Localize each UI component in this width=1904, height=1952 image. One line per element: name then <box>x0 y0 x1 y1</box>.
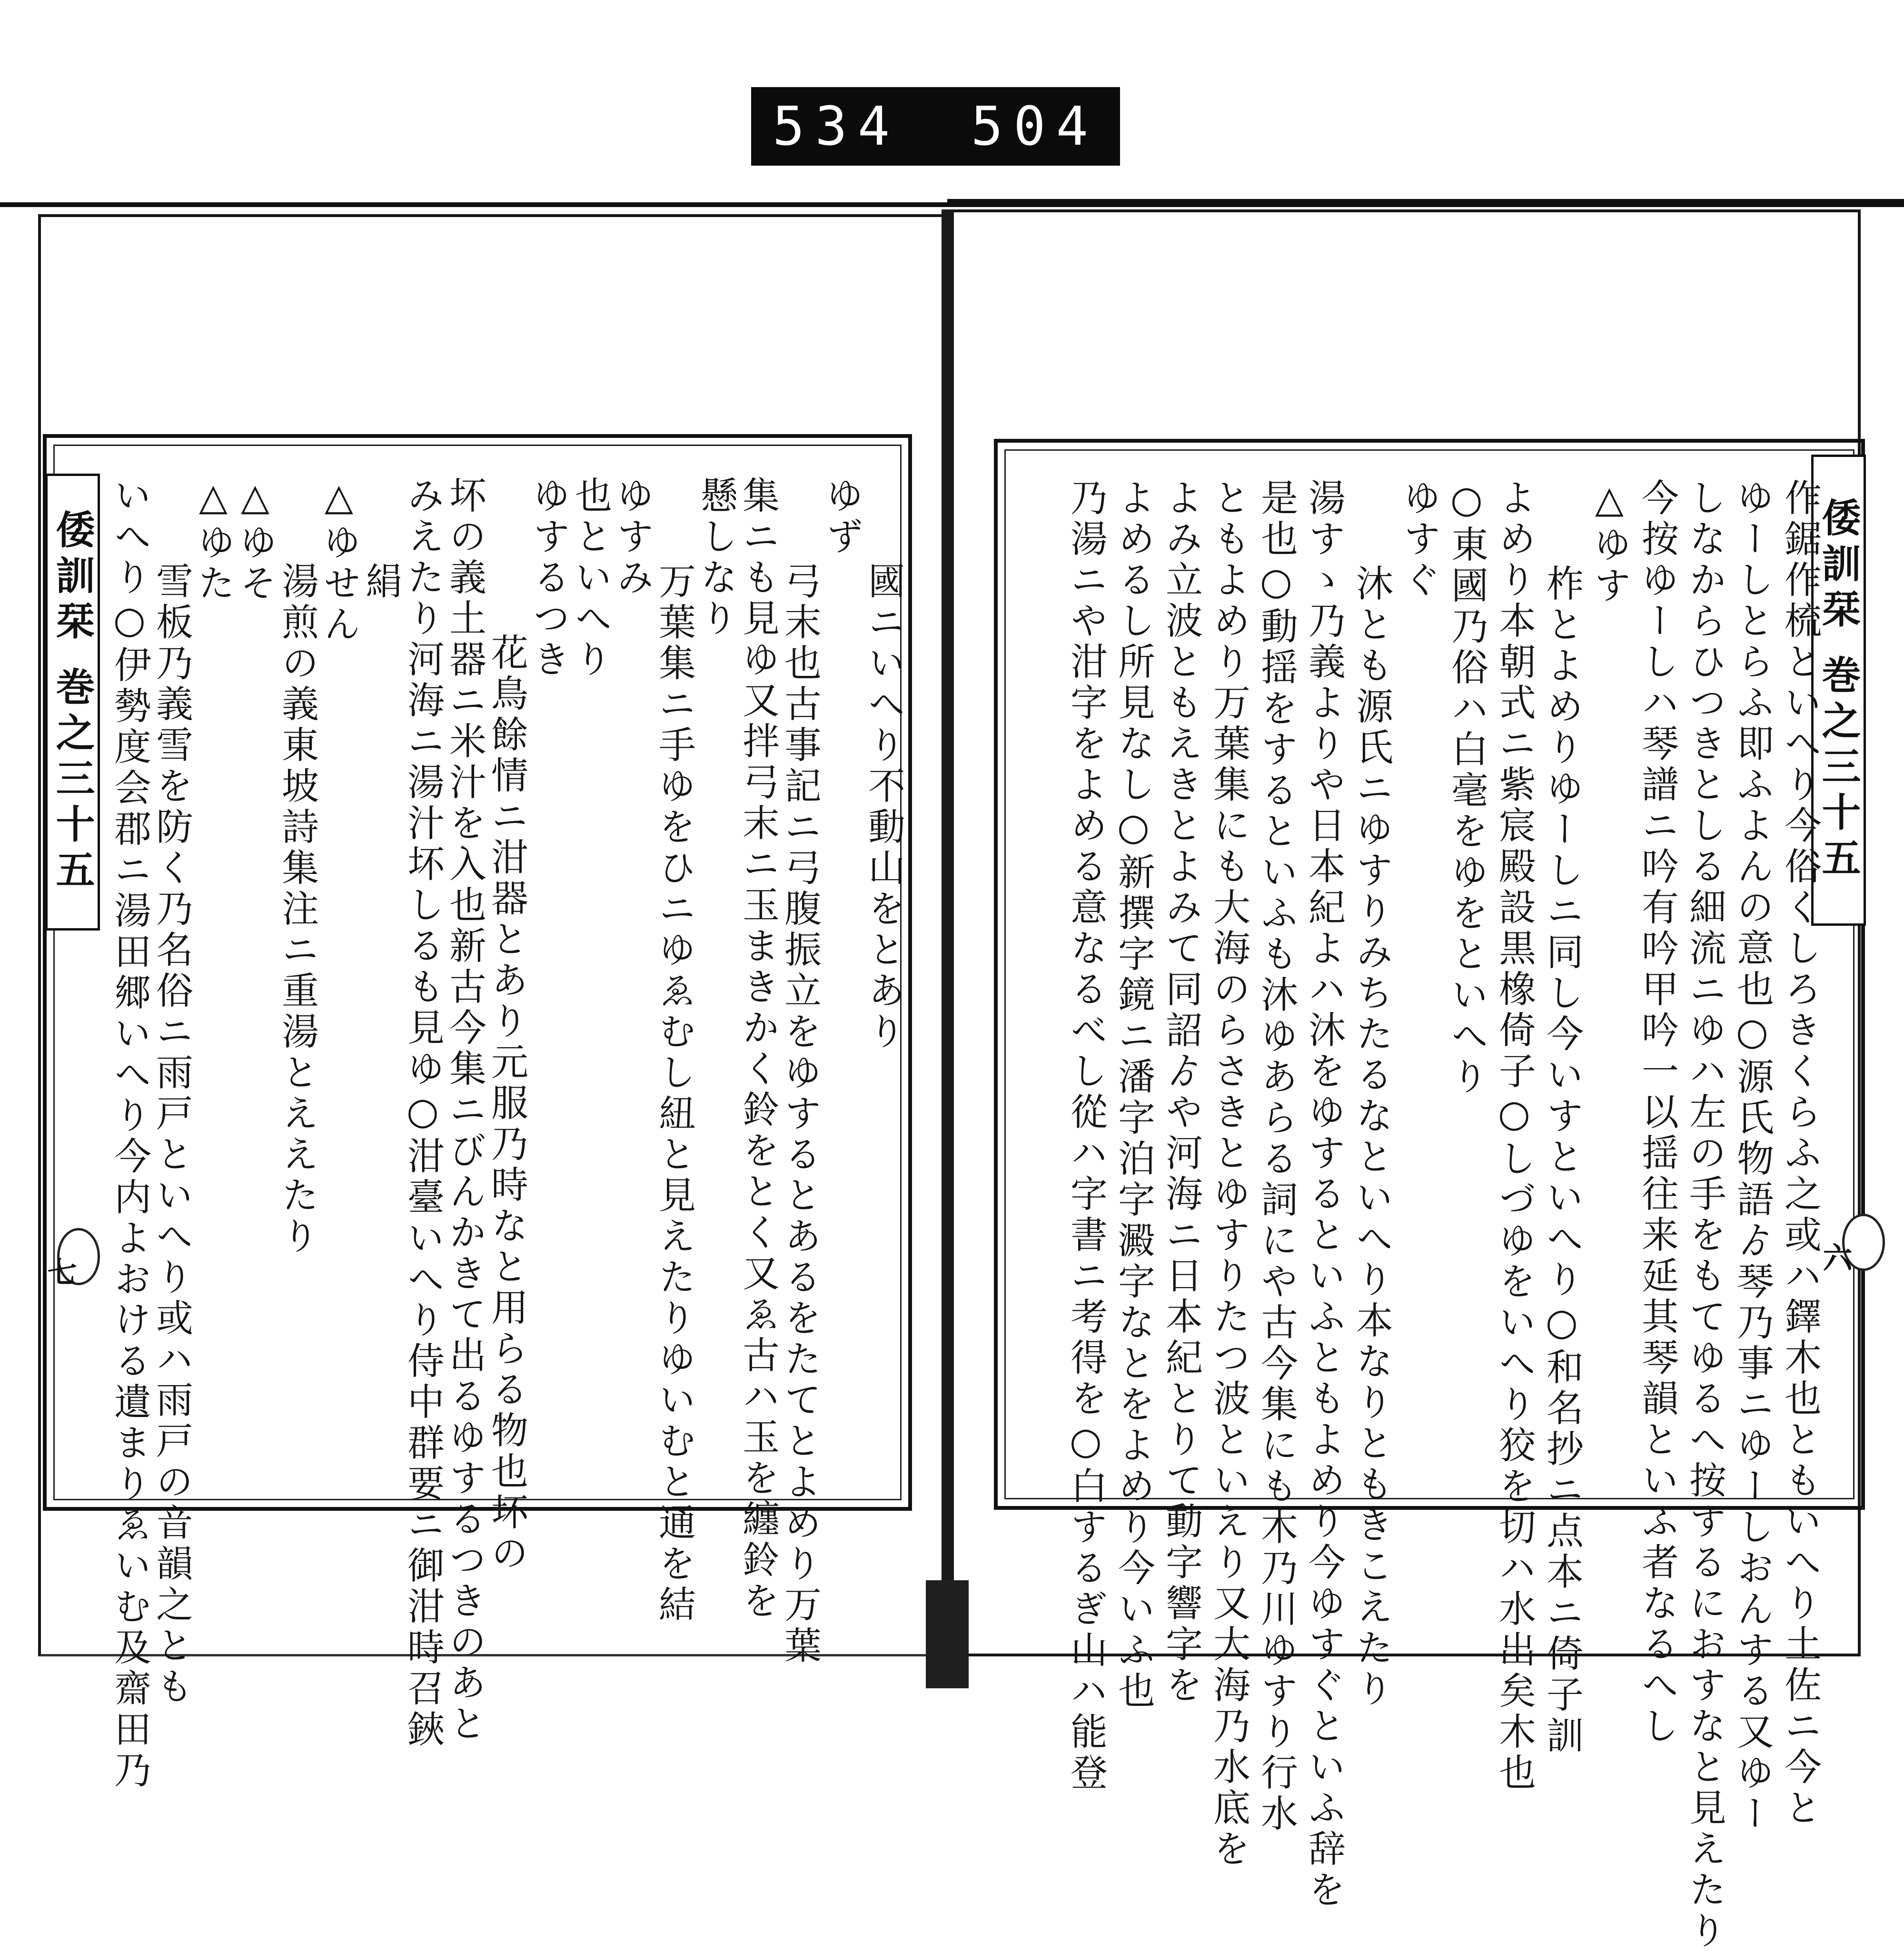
left-page-text-column: 湯煎の義東坡詩集注ニ重湯とええたり <box>276 562 318 1258</box>
left-page-text-column: 懸しなり <box>694 476 737 640</box>
left-page-text-column: みえたり河海ニ湯汁坏しるも見ゆ○泔臺いへり侍中群要ニ御泔時召鋏 <box>401 476 444 1751</box>
right-margin-title-tab: 倭訓栞 巻之三十五 <box>1811 455 1866 926</box>
right-folio-number: 六 <box>1818 1242 1853 1272</box>
right-page-text-column: よみ立波ともえきとよみて同詔ゟや河海ニ日本紀とりて動字響字を <box>1160 478 1202 1706</box>
right-page-text-column: ゆーしとらふ即ふよんの意也○源氏物語ゟ琴乃事ニゆーしおんする又ゆー <box>1731 478 1774 1835</box>
left-page-text-column: 集ニも見ゆ又拌弓末ニ玉まきかく鈴をとく又ゑ古ハ玉を纏鈴を <box>736 476 779 1622</box>
left-page-text-column: △ゆそ <box>234 476 277 604</box>
left-page-text-column: 万葉集ニ手ゆをひニゆゑむし紐と見えたりゆいむと通を結 <box>653 562 695 1626</box>
left-page-text-column: △ゆせん <box>317 476 360 645</box>
book-top-edge-right <box>947 199 1904 205</box>
right-page-text-column: 湯すゝ乃義よりや日本紀よハ沐をゆするといふともよめり今ゆすぐといふ辞を <box>1302 478 1345 1911</box>
right-page-text-column: 乃湯ニや泔字をよめる意なるべし從ハ字書ニ考得を○白するぎ山ハ能登 <box>1064 478 1107 1794</box>
right-page-text-column: よめり本朝式ニ紫宸殿設黒橡倚子○しづゆをいへり狡を切ハ水出矣木也 <box>1493 478 1536 1794</box>
right-page-text-column: △ゆす <box>1588 478 1631 607</box>
right-page-text-column: 作鋸作梳といへり今俗くしろきくらふ之或ハ鐸木也ともいへり土佐ニ今と <box>1778 478 1821 1829</box>
right-page-text-column: よめるし所見なし○新撰字鏡ニ潘字泊字澱字なとをよめり今いふ也 <box>1112 478 1155 1712</box>
right-page-text-column: 沐とも源氏ニゆすりみちたるなといへり本なりともきこえたり <box>1350 564 1393 1710</box>
left-page-text-column: 雪板乃義雪を防く乃名俗ニ雨戸といへり或ハ雨戸の音韻之とも <box>150 562 193 1708</box>
right-page-text-column: ともよめり万葉集にも大海のらさきとゆすりたつ波といえり又大海乃水底を <box>1207 478 1250 1870</box>
book-spine <box>942 209 954 1685</box>
archive-label-left-number: 534 <box>773 95 901 158</box>
right-page-text-column: 柞とよめりゆーしニ同し今いすといへり○和名抄ニ点本ニ倚子訓 <box>1540 564 1583 1757</box>
right-page-text-columns <box>1019 478 1821 1952</box>
left-page-text-column: 弓末也古事記ニ弓腹振立をゆするとあるをたてとよめり万葉 <box>778 562 821 1667</box>
left-page-text-column: いへり○伊勢度会郡ニ湯田郷いへり今内よおける遺まりゑいむ及齋田乃 <box>108 476 151 1792</box>
left-page-text-column: 花鳥餘情ニ泔器とあり元服乃時なと用らる物也坏の <box>485 633 528 1575</box>
left-page-text-column: ゆず <box>820 476 863 558</box>
archive-label-right-number: 504 <box>971 95 1099 158</box>
left-page-text-column: △ゆた <box>192 476 235 604</box>
left-page-text-column: 絹 <box>359 562 402 603</box>
left-page-text-columns <box>108 476 905 1792</box>
right-page-text-column: ゆすぐ <box>1398 478 1440 601</box>
left-page-text-column: ゆすみ <box>611 476 654 599</box>
right-page-text-column: 今按ゆーしハ琴譜ニ吟有吟甲吟一以揺往来延其琴韻といふ者なるへし <box>1636 478 1678 1747</box>
book-spine-shadow <box>926 1580 969 1688</box>
left-page-text-column: 國ニいへり不動山をとあり <box>862 562 905 1053</box>
archive-label <box>751 87 1120 166</box>
left-page-text-column: 也といへり <box>569 476 612 681</box>
left-page-text-column: 坏の義土器ニ米汁を入也新古今集ニびんかきて出るゆするつきのあと <box>443 476 486 1745</box>
left-folio-number: 七 <box>42 1257 77 1286</box>
left-page-text-column: ゆするつき <box>527 476 570 681</box>
left-margin-title-tab: 倭訓栞 巻之三十五 <box>45 474 100 931</box>
right-page-text-column: しなからひつきとしる細流ニゆハ左の手をもてゆるへ按するにおすなと見えたり <box>1683 478 1726 1952</box>
right-page-text-column: 是也○動揺をするといふも沐ゆあらる詞にや古今集にも木乃川ゆすり行水 <box>1255 478 1298 1835</box>
right-page-text-column: ○東國乃俗ハ白毫をゆをといへり <box>1445 478 1488 1098</box>
